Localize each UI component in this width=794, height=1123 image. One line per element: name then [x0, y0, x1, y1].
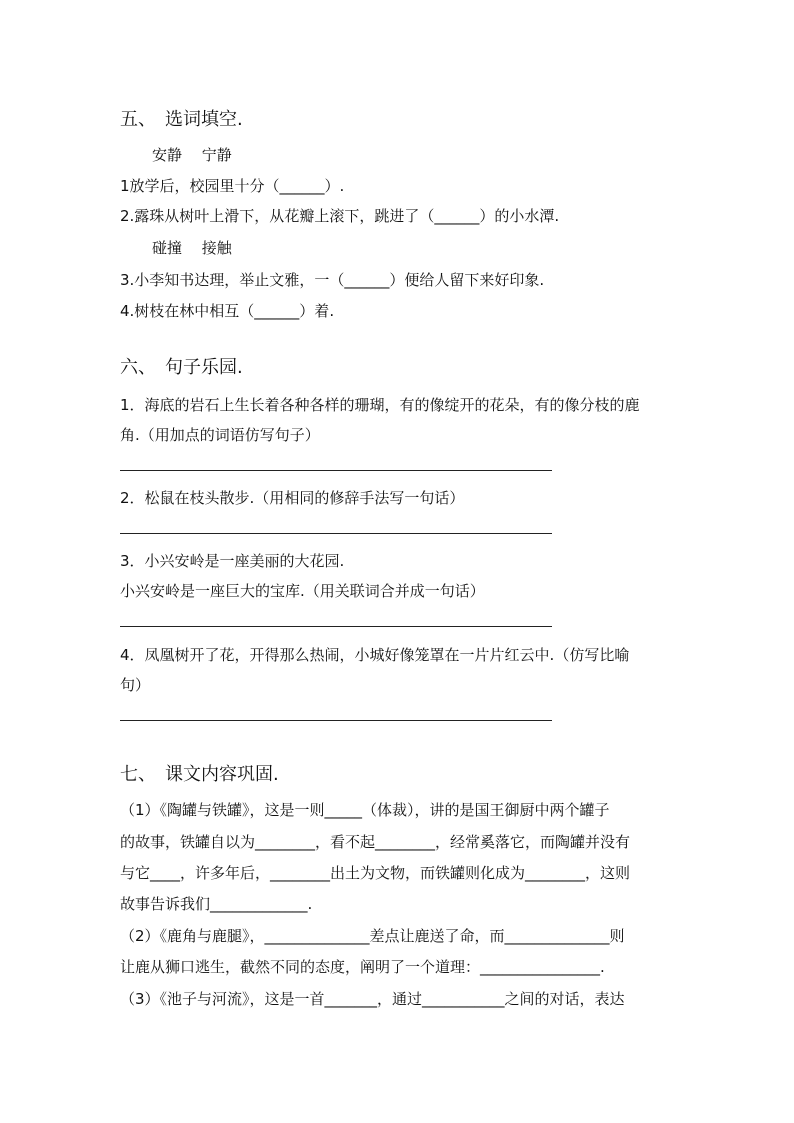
- review-line-4: 故事告诉我们_____________.: [120, 895, 313, 913]
- answer-line-6-1[interactable]: [120, 470, 552, 471]
- question-6-3-line2: 小兴安岭是一座巨大的宝库.（用关联词合并成一句话）: [120, 582, 485, 600]
- answer-line-6-3[interactable]: [120, 626, 552, 627]
- word-options-1: 安静 宁静: [152, 146, 232, 164]
- question-6-2: 2．松鼠在枝头散步.（用相同的修辞手法写一句话）: [120, 489, 465, 507]
- review-line-6: 让鹿从狮口逃生，截然不同的态度，阐明了一个道理：________________.: [120, 958, 605, 976]
- review-line-2: 的故事，铁罐自以为________，看不起________，经常奚落它，而陶罐并没有: [120, 833, 631, 851]
- section-6-title: 六、 句子乐园.: [120, 357, 243, 378]
- review-line-7: （3）《池子与河流》，这是一首_______，通过___________之间的对话，表达: [120, 990, 625, 1008]
- question-5-3: 3.小李知书达理，举止文雅，一（______）便给人留下来好印象.: [120, 271, 545, 289]
- section-5-title: 五、 选词填空.: [120, 109, 243, 130]
- question-5-1: 1放学后，校园里十分（______）.: [120, 177, 345, 195]
- question-6-3-line1: 3．小兴安岭是一座美丽的大花园.: [120, 552, 345, 570]
- question-6-1-line1: 1．海底的岩石上生长着各种各样的珊瑚，有的像绽开的花朵，有的像分枝的鹿: [120, 396, 640, 414]
- answer-line-6-4[interactable]: [120, 720, 552, 721]
- review-line-5: （2）《鹿角与鹿腿》，______________差点让鹿送了命，而______________则: [120, 927, 625, 945]
- review-line-3: 与它____，许多年后，________出土为文物，而铁罐则化成为________，这则: [120, 864, 631, 882]
- question-6-4-line2: 句）: [120, 676, 151, 694]
- question-5-4: 4.树枝在林中相互（______）着.: [120, 302, 335, 320]
- question-6-4-line1: 4．凤凰树开了花，开得那么热闹，小城好像笼罩在一片片红云中.（仿写比喻: [120, 646, 630, 664]
- section-7-title: 七、 课文内容巩固.: [120, 764, 279, 785]
- question-5-2: 2.露珠从树叶上滑下，从花瓣上滚下，跳进了（______）的小水潭.: [120, 207, 560, 225]
- word-options-2: 碰撞 接触: [152, 239, 232, 257]
- question-6-1-line2: 角.（用加点的词语仿写句子）: [120, 426, 320, 444]
- review-line-1: （1）《陶罐与铁罐》，这是一则_____（体裁），讲的是国王御厨中两个罐子: [120, 801, 610, 819]
- answer-line-6-2[interactable]: [120, 533, 552, 534]
